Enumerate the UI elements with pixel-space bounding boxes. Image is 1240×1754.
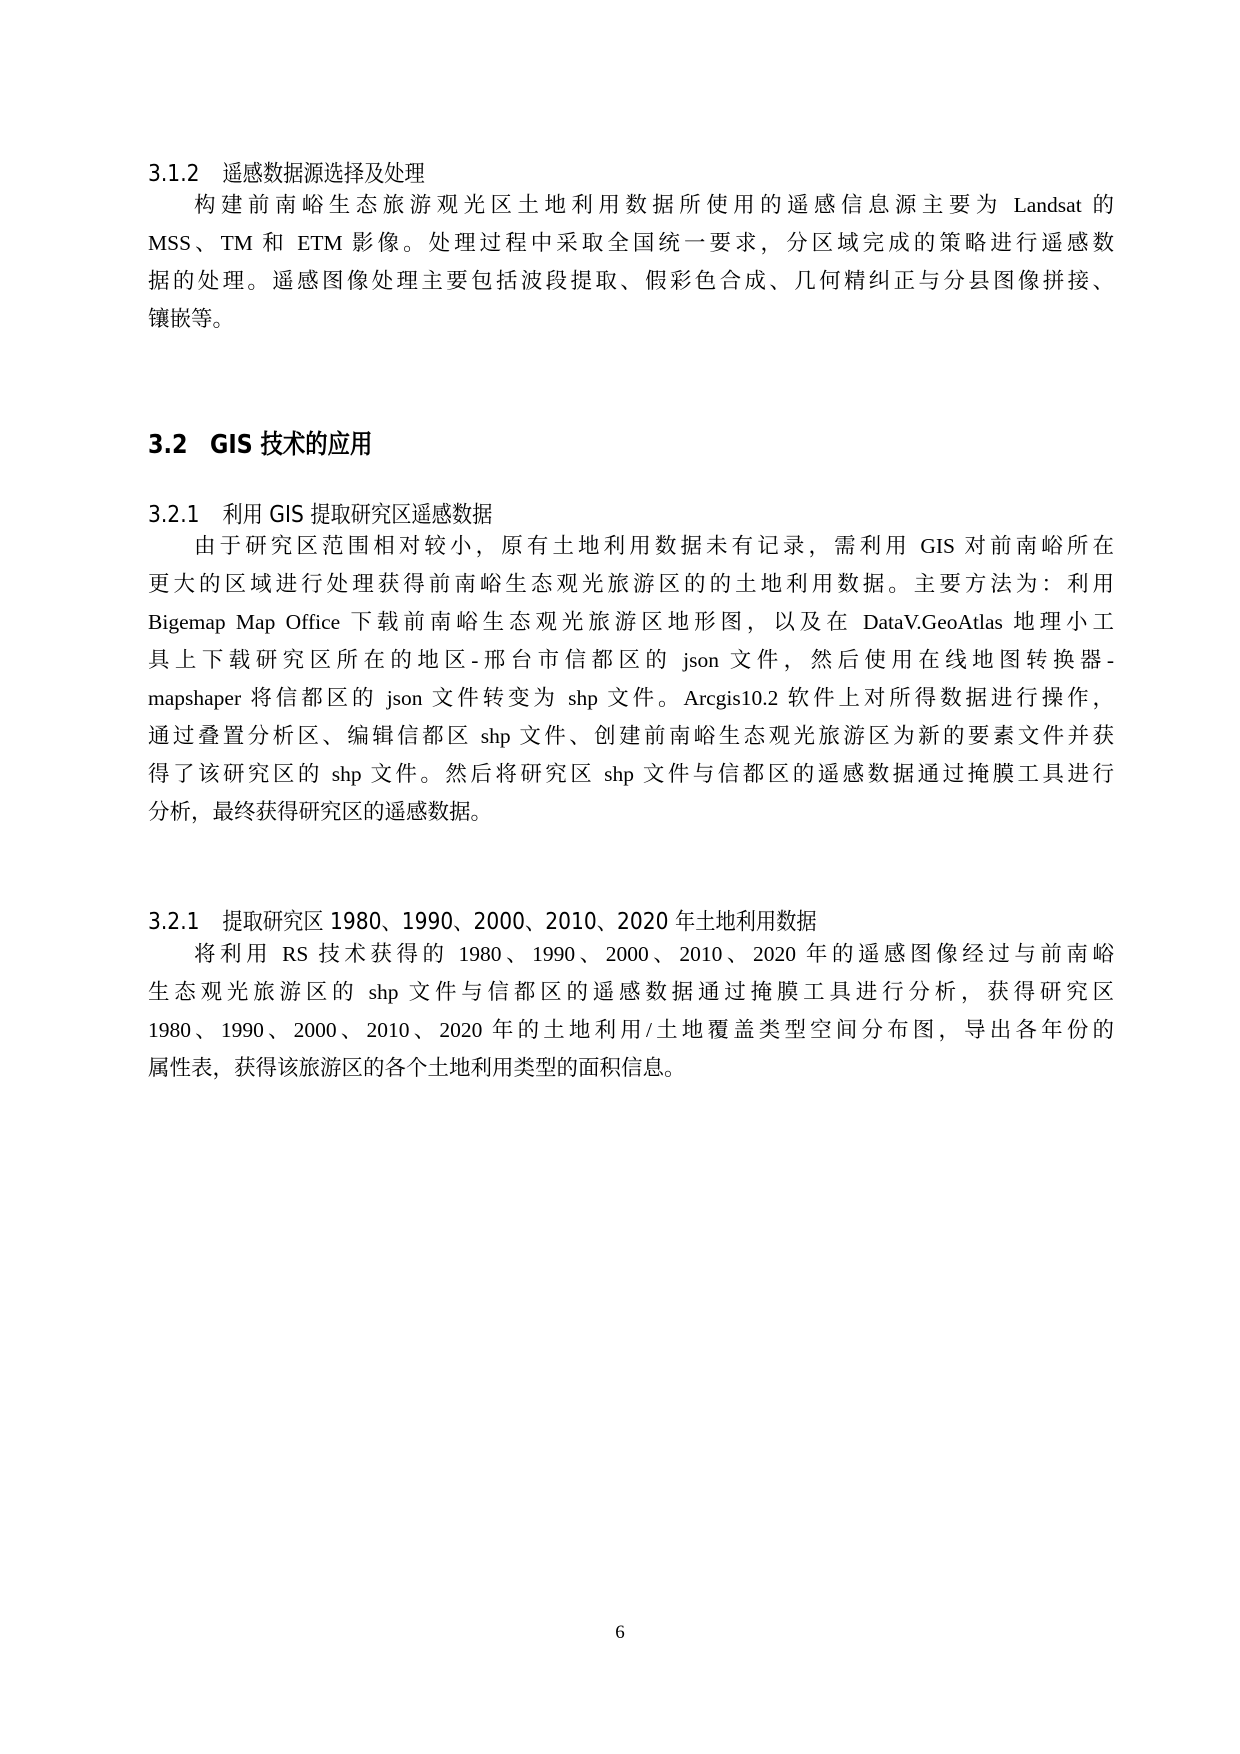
paragraph-3-2-1-gis: [148, 527, 1114, 831]
heading-title: GIS 技术的应用: [209, 430, 373, 460]
paragraph-line: 由于研究区范围相对较小，原有土地利用数据未有记录，需利用 GIS 对前南峪所在: [194, 534, 1114, 558]
paragraph-line: 更大的区域进行处理获得前南峪生态观光旅游区的的土地利用数据。主要方法为：利用: [148, 572, 1114, 596]
heading-3-2-1-landuse: [148, 903, 817, 936]
page-number: 6: [615, 1622, 625, 1643]
paragraph-line: 分析，最终获得研究区的遥感数据。: [148, 800, 493, 824]
paragraph-line: 构建前南峪生态旅游观光区土地利用数据所使用的遥感信息源主要为 Landsat 的: [194, 193, 1114, 217]
paragraph-line: 通过叠置分析区、编辑信都区 shp 文件、创建前南峪生态观光旅游区为新的要素文件并获: [148, 724, 1114, 748]
heading-number: 3.2.1: [148, 909, 200, 935]
paragraph-line: 据的处理。遥感图像处理主要包括波段提取、假彩色合成、几何精纠正与分县图像拼接、: [148, 269, 1114, 293]
heading-title: 利用 GIS 提取研究区遥感数据: [222, 502, 493, 528]
heading-3-1-2: [148, 155, 425, 188]
paragraph-line: 得了该研究区的 shp 文件。然后将研究区 shp 文件与信都区的遥感数据通过掩膜工具进行: [148, 762, 1114, 786]
paragraph-line: Bigemap Map Office 下载前南峪生态观光旅游区地形图，以及在 DataV.GeoAtlas 地理小工: [148, 610, 1114, 634]
heading-number: 3.2.1: [148, 502, 200, 528]
heading-number: 3.2: [148, 430, 188, 460]
heading-title: 提取研究区 1980、1990、2000、2010、2020 年土地利用数据: [222, 909, 817, 935]
paragraph-3-2-1-landuse: [148, 935, 1114, 1087]
paragraph-line: 具上下载研究区所在的地区-邢台市信都区的 json 文件，然后使用在线地图转换器-: [148, 648, 1114, 672]
heading-number: 3.1.2: [148, 161, 200, 187]
paragraph-line: 生态观光旅游区的 shp 文件与信都区的遥感数据通过掩膜工具进行分析，获得研究区: [148, 980, 1114, 1004]
paragraph-line: MSS、TM 和 ETM 影像。处理过程中采取全国统一要求，分区域完成的策略进行遥感数: [148, 231, 1114, 255]
heading-title: 遥感数据源选择及处理: [222, 161, 425, 187]
paragraph-line: 1980、1990、2000、2010、2020 年的土地利用/土地覆盖类型空间分布图，导出各年份的: [148, 1018, 1114, 1042]
paragraph-line: mapshaper 将信都区的 json 文件转变为 shp 文件。Arcgis10.2 软件上对所得数据进行操作，: [148, 686, 1114, 710]
heading-3-2: [148, 424, 372, 461]
paragraph-line: 镶嵌等。: [148, 307, 235, 331]
paragraph-line: 属性表，获得该旅游区的各个土地利用类型的面积信息。: [148, 1056, 686, 1080]
heading-3-2-1-gis: [148, 496, 492, 529]
paragraph-3-1-2: [148, 186, 1114, 338]
paragraph-line: 将利用 RS 技术获得的 1980、1990、2000、2010、2020 年的遥感图像经过与前南峪: [194, 942, 1114, 966]
